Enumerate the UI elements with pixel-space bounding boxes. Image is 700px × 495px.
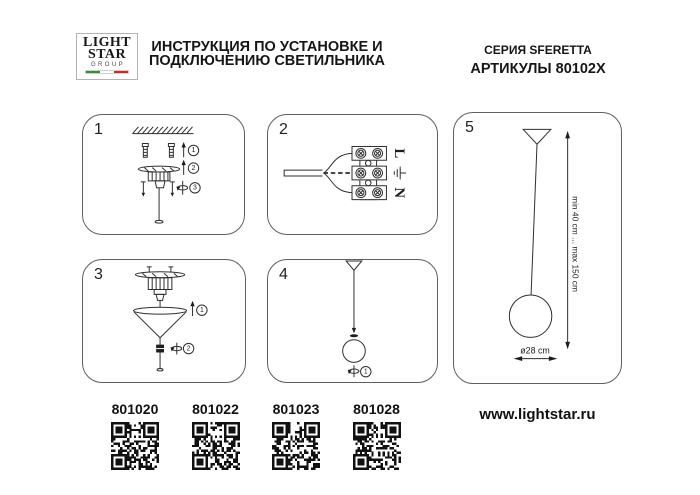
- cone-canopy: [346, 261, 362, 270]
- height-dimension-label: min 40 cm ... max 150 cm: [570, 196, 581, 292]
- website-url: www.lightstar.ru: [479, 406, 596, 423]
- step-marker-3: [190, 183, 200, 193]
- cone-canopy: [134, 307, 187, 338]
- logo-text-star: STAR: [88, 47, 126, 62]
- page-title-line1: ИНСТРУКЦИЯ ПО УСТАНОВКЕ И: [151, 39, 383, 55]
- step-marker-1: [361, 366, 371, 376]
- terminal-label-neutral: N: [391, 187, 408, 199]
- cable-lock-nut: [156, 345, 164, 353]
- qr-code: [111, 422, 159, 470]
- qr-code: [272, 422, 320, 470]
- logo-text-group: GROUP: [90, 62, 125, 68]
- flag-white-segment: [100, 71, 114, 73]
- step-panel-4: [267, 259, 438, 383]
- step-number: 5: [465, 119, 474, 136]
- arrow-up-icon: [181, 160, 185, 175]
- svg-text:1: 1: [191, 147, 196, 155]
- sphere-shade: [343, 340, 366, 363]
- article-number: 801022: [192, 401, 239, 417]
- step-marker-2: [183, 343, 193, 353]
- logo-text-light: LIGHT: [83, 35, 131, 50]
- dimensions-diagram: [454, 113, 621, 383]
- article-number: 801020: [111, 401, 159, 417]
- step-panel-3: [82, 259, 246, 383]
- diameter-label: ø28 cm: [520, 345, 550, 356]
- suspension-cord: [157, 352, 163, 370]
- qr-code: [353, 422, 401, 470]
- article-item: [176, 401, 256, 470]
- step2-wiring-diagram: [268, 115, 437, 234]
- series-header: [443, 43, 633, 77]
- arrow-up-icon: [190, 301, 194, 316]
- canopy-plate: [138, 166, 179, 188]
- svg-text:1: 1: [363, 368, 368, 376]
- step-number: 3: [94, 266, 103, 283]
- diameter-dimension-arrow: [514, 356, 557, 361]
- step-marker-1: [197, 305, 207, 315]
- step-number: 1: [94, 121, 103, 138]
- flag-green-segment: [86, 71, 100, 73]
- step-panel-2: [267, 114, 438, 235]
- suspension-cord: [531, 144, 537, 295]
- qr-code: [192, 422, 240, 470]
- canopy-plate: [135, 267, 184, 300]
- article-item: [337, 401, 417, 470]
- dimensions-panel: [453, 112, 622, 384]
- step1-diagram: [83, 115, 244, 234]
- step-panel-1: [82, 114, 245, 235]
- terminal-label-live: L: [391, 148, 408, 159]
- article-number: 801028: [353, 401, 400, 417]
- articles-code: АРТИКУЛЫ 80102X: [470, 61, 606, 77]
- rotate-screw-icon: [348, 365, 359, 377]
- height-dimension-arrow: [565, 131, 570, 349]
- italian-flag-bar: [85, 70, 129, 74]
- page-title-line2: ПОДКЛЮЧЕНИЮ СВЕТИЛЬНИКА: [148, 53, 386, 69]
- rotate-screw-icon: [176, 181, 187, 195]
- step-number: 4: [279, 266, 288, 283]
- series-name: СЕРИЯ SFERETTA: [484, 43, 592, 57]
- svg-text:3: 3: [193, 184, 197, 192]
- power-cable: [284, 153, 353, 192]
- article-number: 801023: [272, 401, 320, 417]
- svg-text:2: 2: [191, 164, 196, 172]
- svg-text:2: 2: [186, 345, 191, 353]
- suspension-cord: [155, 188, 163, 223]
- arrow-up-icon: [181, 142, 185, 157]
- cone-canopy: [523, 129, 551, 144]
- earth-ground-icon: [394, 167, 406, 180]
- wall-anchor-icon: [142, 144, 148, 158]
- flag-red-segment: [114, 71, 128, 73]
- wall-anchor-icon: [168, 144, 174, 158]
- screw-icon: [170, 182, 175, 197]
- step-marker-2: [188, 163, 198, 173]
- screw-icon: [141, 182, 146, 197]
- step-marker-1: [188, 145, 198, 155]
- step-number: 2: [279, 121, 288, 138]
- sphere-shade: [509, 295, 551, 337]
- terminal-block: [352, 146, 386, 199]
- ceiling-hatch-icon: [133, 127, 194, 134]
- step3-diagram: [83, 260, 245, 382]
- article-item: [256, 401, 336, 470]
- step4-diagram: [268, 260, 437, 382]
- article-item: [95, 401, 175, 470]
- svg-text:1: 1: [199, 306, 204, 314]
- lightstar-logo: [76, 33, 138, 80]
- rotate-screw-icon: [170, 343, 181, 355]
- suspension-cord: [350, 270, 358, 337]
- page-title: [132, 40, 402, 68]
